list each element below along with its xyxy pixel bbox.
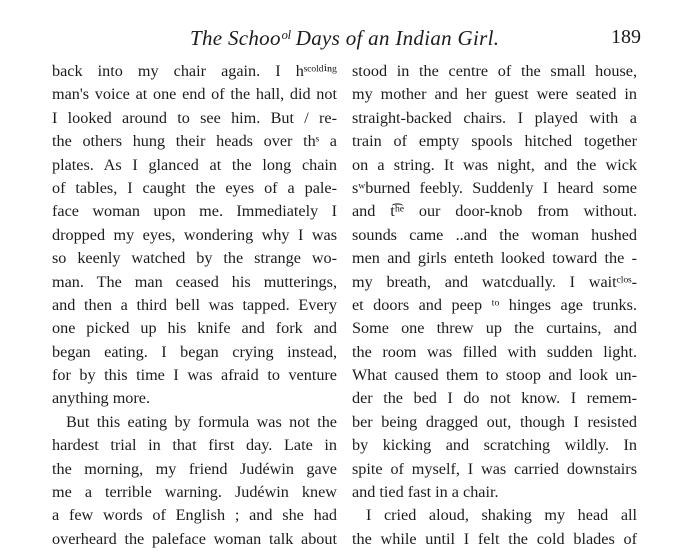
text-line: overheard the paleface woman talk about <box>52 529 337 548</box>
text-line: for by this time I was afraid to venture <box>52 366 337 385</box>
text-line: and t͡ʰᵉ our door-knob from without. <box>352 202 637 221</box>
text-line: et doors and peep ᵗᵒ hinges age trunks. <box>352 295 637 314</box>
text-line: and tied fast in a chair. <box>352 483 499 502</box>
text-line: stood in the centre of the small house, <box>352 62 637 80</box>
text-line: But this eating by formula was not the <box>66 412 337 431</box>
text-line: began eating. I began crying instead, <box>52 342 337 361</box>
text-line: I looked around to see him. But / re- <box>52 108 337 127</box>
text-line: dropped my eyes, wondering why I was <box>52 225 337 244</box>
text-line: I cried aloud, shaking my head all <box>366 506 637 525</box>
text-line: the others hung their heads over thˢ a <box>52 132 337 151</box>
text-line: men and girls enteth looked toward the - <box>352 249 637 268</box>
text-line: the while until I felt the cold blades of <box>352 529 637 548</box>
page-number: 189 <box>611 26 641 48</box>
text-line: man's voice at one end of the hall, did not <box>52 85 337 104</box>
text-line: ber being dragged out, though I resisted <box>352 412 637 431</box>
text-line: sʷburned feebly. Suddenly I heard some <box>352 178 637 197</box>
page-title: The Schooᵒˡ Days of an Indian Girl. <box>190 26 500 50</box>
text-line: train of empty spools hitched together <box>352 132 637 151</box>
text-line: of tables, I caught the eyes of a pale- <box>52 178 337 197</box>
text-line: on a string. It was night, and the wick <box>352 155 637 174</box>
text-line: a few words of English ; and she had <box>52 506 337 525</box>
text-line: man. The man ceased his mutterings, <box>52 272 337 291</box>
left-column <box>52 60 337 551</box>
running-head <box>0 22 700 52</box>
text-line: anything more. <box>52 389 151 408</box>
text-line: What caused them to stoop and look un- <box>352 366 637 385</box>
text-line: Some one threw up the curtains, and <box>352 319 637 338</box>
text-line: by kicking and scratching wildly. In <box>352 436 637 455</box>
right-column <box>352 60 637 551</box>
text-line: the room was filled with sudden light. <box>352 342 637 361</box>
text-line: plates. As I glanced at the long chain <box>52 155 337 174</box>
text-line: and then a third bell was tapped. Every <box>52 295 337 314</box>
text-line: me a terrible warning. Judéwin knew <box>52 483 337 502</box>
text-line: spite of myself, I was carried downstairs <box>352 459 637 478</box>
text-line: the morning, my friend Judéwin gave <box>52 459 337 478</box>
text-line: sounds came ..and the woman hushed <box>352 225 637 244</box>
text-line: so keenly watched by the strange wo- <box>52 249 337 268</box>
text-line: straight-backed chairs. I played with a <box>352 108 637 127</box>
text-line: my mother and her guest were seated in <box>352 85 637 104</box>
text-line: der the bed I do not know. I remem- <box>352 389 637 408</box>
text-line: hardest trial in that first day. Late in <box>52 436 337 455</box>
text-line: one picked up his knife and fork and <box>52 319 337 338</box>
text-line: back into my chair again. I hˢᶜᵒˡᵈⁱⁿᵍ <box>52 62 337 80</box>
text-line: face woman upon me. Immediately I <box>52 202 337 221</box>
text-line: my breath, and watcdually. I waitᶜˡᵒˢ- <box>352 272 637 291</box>
